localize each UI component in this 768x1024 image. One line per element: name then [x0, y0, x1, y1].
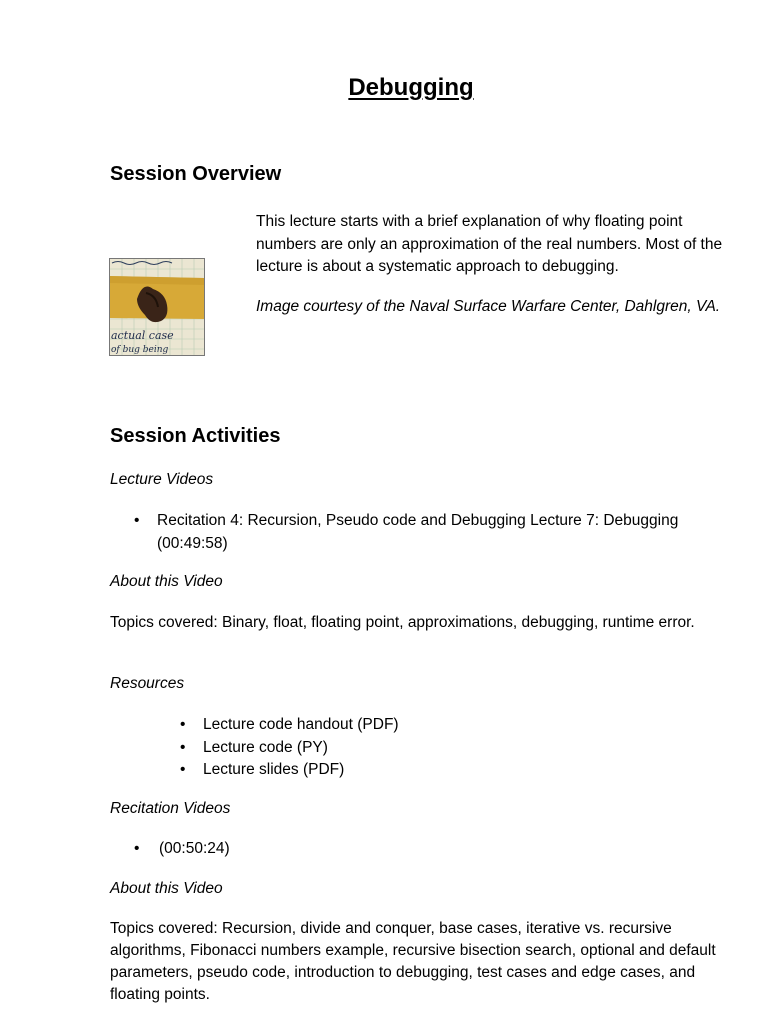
- list-item: [180, 714, 703, 737]
- svg-text:of bug being: of bug being: [111, 345, 169, 355]
- recitation-videos-label: Recitation Videos: [110, 800, 231, 817]
- resources-list: [180, 714, 703, 782]
- recitation-video-link[interactable]: (00:50:24): [159, 840, 230, 857]
- resources-label: Resources: [110, 675, 185, 692]
- list-item: [180, 759, 703, 782]
- bullet-icon: •: [134, 512, 140, 529]
- lecture-videos-label: Lecture Videos: [110, 471, 214, 488]
- overview-description-block: [256, 211, 726, 318]
- bullet-icon: •: [180, 716, 186, 733]
- list-item: [134, 838, 659, 861]
- svg-text:actual case: actual case: [111, 329, 174, 342]
- list-item: [180, 737, 703, 760]
- page-title: Debugging: [348, 74, 474, 101]
- topics-covered-2: Topics covered: Recursion, divide and conquer, base cases, iterative vs. recursive algorithms, Fibonacci numbers example, recursive bisection search, optional and default parameters, pseudo code, introduction to debugging, test cases and edge cases, and floating points.: [110, 920, 716, 1003]
- moth-bug-icon: [110, 259, 204, 355]
- overview-description: This lecture starts with a brief explanation of why floating point numbers are only an approximation of the real numbers. Most of the lecture is about a systematic approach to debugging.: [256, 213, 723, 275]
- resource-link-handout[interactable]: Lecture code handout (PDF): [203, 716, 399, 733]
- resource-link-slides[interactable]: Lecture slides (PDF): [203, 761, 345, 778]
- lecture-video-list: [134, 510, 727, 555]
- moth-bug-image: [109, 258, 205, 356]
- session-activities-heading: Session Activities: [110, 425, 281, 447]
- resource-link-code[interactable]: Lecture code (PY): [203, 738, 328, 756]
- bullet-icon: •: [180, 738, 186, 756]
- bullet-icon: •: [134, 840, 140, 857]
- image-credit: Image courtesy of the Naval Surface Warfare Center, Dahlgren, VA.: [256, 297, 721, 315]
- session-overview-heading: Session Overview: [110, 163, 282, 185]
- lecture-video-link[interactable]: Recitation 4: Recursion, Pseudo code and Debugging Lecture 7: Debugging (00:49:58): [157, 512, 679, 552]
- about-video-label-1: About this Video: [110, 573, 223, 590]
- list-item: [134, 510, 727, 555]
- recitation-video-list: [134, 838, 659, 861]
- bullet-icon: •: [180, 761, 186, 778]
- topics-covered-1: Topics covered: Binary, float, floating point, approximations, debugging, runtime error.: [110, 614, 695, 631]
- about-video-label-2: About this Video: [110, 880, 223, 897]
